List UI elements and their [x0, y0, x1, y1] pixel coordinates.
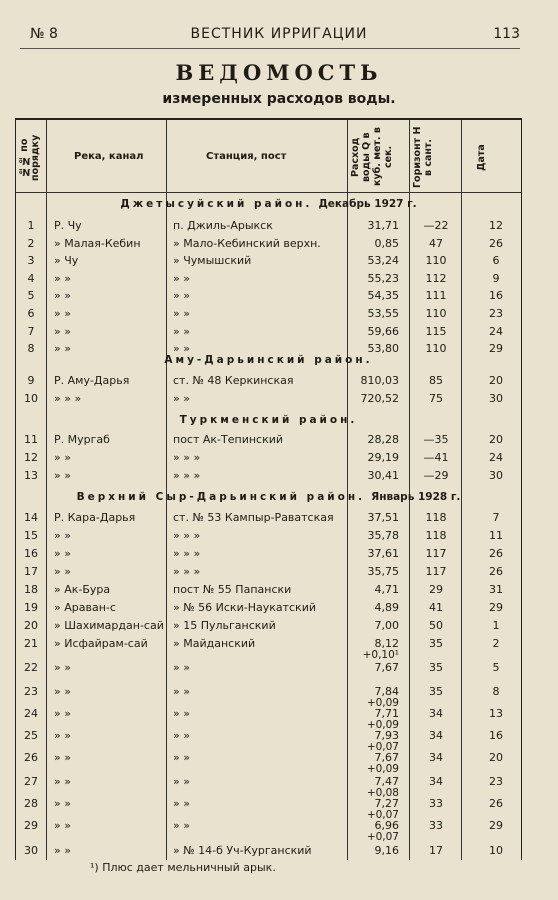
- table-row: [16, 287, 521, 305]
- station-post: » »: [173, 729, 190, 742]
- horizon-value: 110: [425, 342, 447, 355]
- table-row: [16, 617, 521, 635]
- table-row: [16, 527, 521, 545]
- section-name: Аму-Дарьинский район.: [164, 354, 373, 366]
- station-post: » »: [173, 685, 190, 698]
- horizon-value: —41: [423, 451, 449, 464]
- flow-value: 54,35: [367, 289, 399, 302]
- horizon-value: 85: [429, 374, 443, 387]
- station-post: » » »: [173, 451, 201, 464]
- river-canal: » Ак-Бура: [54, 583, 111, 596]
- river-canal: » »: [54, 547, 71, 560]
- horizon-value: 112: [425, 272, 447, 285]
- station-post: » » »: [173, 565, 201, 578]
- date-value: 6: [492, 254, 500, 267]
- date-value: 29: [489, 601, 503, 614]
- issue-number: № 8: [30, 26, 58, 42]
- date-value: 30: [489, 392, 503, 405]
- table-row: [16, 467, 521, 485]
- flow-addition: +0,07: [366, 831, 399, 843]
- station-post: ст. № 48 Керкинская: [173, 374, 294, 387]
- flow-value: 6,96: [374, 819, 399, 832]
- river-canal: » »: [54, 707, 71, 720]
- row-number: 10: [24, 392, 38, 405]
- station-post: » »: [173, 775, 190, 788]
- row-number: 24: [24, 707, 38, 720]
- date-value: 8: [492, 685, 500, 698]
- date-value: 31: [489, 583, 503, 596]
- flow-addition: +0,10¹: [362, 649, 399, 661]
- river-canal: » »: [54, 797, 71, 810]
- row-number: 4: [27, 272, 35, 285]
- river-canal: » »: [54, 819, 71, 832]
- flow-addition: +0,07: [366, 741, 399, 753]
- table-row: [16, 509, 521, 527]
- flow-value: 35,75: [367, 565, 399, 578]
- date-value: 9: [492, 272, 500, 285]
- station-post: пост Ак-Тепинский: [173, 433, 284, 446]
- date-value: 16: [489, 289, 503, 302]
- river-canal: Р. Чу: [54, 219, 82, 232]
- flow-value: 35,78: [367, 529, 399, 542]
- horizon-value: 110: [425, 307, 447, 320]
- station-post: » »: [173, 272, 190, 285]
- col-header-num: №№ по порядку: [19, 134, 41, 182]
- horizon-value: 35: [429, 685, 443, 698]
- river-canal: » Малая-Кебин: [54, 237, 141, 250]
- section-period: Декабрь 1927 г.: [318, 198, 417, 210]
- row-number: 2: [27, 237, 35, 250]
- horizon-value: 110: [425, 254, 447, 267]
- flow-value: 53,80: [367, 342, 399, 355]
- date-value: 23: [489, 775, 503, 788]
- date-value: 23: [489, 307, 503, 320]
- station-post: пост № 55 Папански: [173, 583, 292, 596]
- section-heading: [16, 198, 521, 210]
- flow-table: [15, 118, 522, 860]
- flow-value: 720,52: [360, 392, 399, 405]
- row-number: 25: [24, 729, 38, 742]
- river-canal: » » »: [54, 392, 82, 405]
- river-canal: » »: [54, 729, 71, 742]
- row-number: 18: [24, 583, 38, 596]
- table-row: [16, 252, 521, 270]
- date-value: 29: [489, 342, 503, 355]
- flow-value: 7,84: [374, 685, 399, 698]
- row-number: 29: [24, 819, 38, 832]
- horizon-value: 35: [429, 637, 443, 650]
- flow-value: 7,00: [374, 619, 399, 632]
- date-value: 2: [492, 637, 500, 650]
- row-number: 20: [24, 619, 38, 632]
- river-canal: » »: [54, 325, 71, 338]
- station-post: » »: [173, 325, 190, 338]
- river-canal: » »: [54, 272, 71, 285]
- horizon-value: 75: [429, 392, 443, 405]
- horizon-value: 34: [429, 775, 443, 788]
- station-post: » » »: [173, 547, 201, 560]
- flow-value: 29,19: [367, 451, 399, 464]
- row-number: 19: [24, 601, 38, 614]
- flow-value: 37,51: [367, 511, 399, 524]
- date-value: 26: [489, 237, 503, 250]
- date-value: 24: [489, 325, 503, 338]
- table-row: [16, 842, 521, 860]
- journal-title: ВЕСТНИК ИРРИГАЦИИ: [190, 26, 368, 42]
- station-post: » »: [173, 707, 190, 720]
- horizon-value: 33: [429, 797, 443, 810]
- station-post: » »: [173, 751, 190, 764]
- horizon-value: 50: [429, 619, 443, 632]
- row-number: 12: [24, 451, 38, 464]
- station-post: » » »: [173, 469, 201, 482]
- river-canal: » »: [54, 661, 71, 674]
- station-post: п. Джиль-Арыкск: [173, 219, 273, 232]
- river-canal: » Шахимардан-сай: [54, 619, 164, 632]
- table-row: [16, 795, 521, 821]
- flow-value: 59,66: [367, 325, 399, 338]
- river-canal: Р. Аму-Дарья: [54, 374, 130, 387]
- date-value: 20: [489, 433, 503, 446]
- date-value: 20: [489, 751, 503, 764]
- river-canal: » »: [54, 289, 71, 302]
- station-post: » № 14-б Уч-Курганский: [173, 844, 312, 857]
- row-number: 3: [27, 254, 35, 267]
- table-row: [16, 545, 521, 563]
- station-post: » »: [173, 661, 190, 674]
- date-value: 5: [492, 661, 500, 674]
- flow-value: 7,67: [374, 661, 399, 674]
- row-number: 17: [24, 565, 38, 578]
- table-row: [16, 705, 521, 731]
- table-row: [16, 749, 521, 775]
- page-number: 113: [493, 26, 520, 42]
- flow-value: 4,89: [374, 601, 399, 614]
- horizon-value: 118: [425, 511, 447, 524]
- table-row: [16, 683, 521, 709]
- row-number: 27: [24, 775, 38, 788]
- row-number: 13: [24, 469, 38, 482]
- header-divider: [16, 192, 521, 193]
- flow-addition: +0,07: [366, 809, 399, 821]
- river-canal: » »: [54, 844, 71, 857]
- date-value: 24: [489, 451, 503, 464]
- river-canal: » Араван-с: [54, 601, 116, 614]
- flow-addition: +0,08: [366, 787, 399, 799]
- flow-addition: +0,09: [366, 697, 399, 709]
- station-post: » » »: [173, 529, 201, 542]
- document-subtitle: измеренных расходов воды.: [162, 91, 396, 107]
- date-value: 20: [489, 374, 503, 387]
- row-number: 26: [24, 751, 38, 764]
- table-row: [16, 305, 521, 323]
- section-name: Туркменский район.: [179, 414, 358, 426]
- section-heading: [16, 491, 521, 503]
- row-number: 28: [24, 797, 38, 810]
- table-row: [16, 563, 521, 581]
- date-value: 12: [489, 219, 503, 232]
- flow-value: 31,71: [367, 219, 399, 232]
- table-row: [16, 323, 521, 341]
- horizon-value: 117: [425, 547, 447, 560]
- date-value: 7: [492, 511, 500, 524]
- river-canal: » »: [54, 775, 71, 788]
- table-row: [16, 659, 521, 677]
- table-row: [16, 372, 521, 390]
- flow-value: 9,16: [374, 844, 399, 857]
- horizon-value: 17: [429, 844, 443, 857]
- river-canal: » »: [54, 451, 71, 464]
- table-row: [16, 217, 521, 235]
- river-canal: » »: [54, 685, 71, 698]
- table-row: [16, 390, 521, 408]
- row-number: 8: [27, 342, 35, 355]
- date-value: 26: [489, 547, 503, 560]
- horizon-value: 111: [425, 289, 447, 302]
- row-number: 23: [24, 685, 38, 698]
- station-post: » »: [173, 342, 190, 355]
- section-heading: [16, 414, 521, 426]
- horizon-value: 47: [429, 237, 443, 250]
- flow-value: 7,27: [374, 797, 399, 810]
- date-value: 1: [492, 619, 500, 632]
- table-row: [16, 270, 521, 288]
- station-post: » »: [173, 797, 190, 810]
- table-row: [16, 581, 521, 599]
- station-post: ст. № 53 Кампыр-Раватская: [173, 511, 334, 524]
- horizon-value: 118: [425, 529, 447, 542]
- station-post: » »: [173, 392, 190, 405]
- river-canal: » »: [54, 529, 71, 542]
- river-canal: Р. Мургаб: [54, 433, 110, 446]
- table-row: [16, 449, 521, 467]
- row-number: 21: [24, 637, 38, 650]
- date-value: 16: [489, 729, 503, 742]
- section-name: Верхний Сыр-Дарьинский район.: [76, 491, 366, 503]
- row-number: 1: [27, 219, 35, 232]
- col-header-river: Река, канал: [74, 151, 144, 162]
- river-canal: » »: [54, 342, 71, 355]
- table-row: [16, 727, 521, 753]
- station-post: » 15 Пульганский: [173, 619, 276, 632]
- col-header-date: Дата: [476, 144, 487, 172]
- station-post: » Майданский: [173, 637, 256, 650]
- date-value: 29: [489, 819, 503, 832]
- row-number: 30: [24, 844, 38, 857]
- footnote: ¹) Плюс дает мельничный арык.: [90, 861, 276, 874]
- horizon-value: 35: [429, 661, 443, 674]
- date-value: 26: [489, 565, 503, 578]
- station-post: » № 56 Иски-Наукатский: [173, 601, 316, 614]
- row-number: 14: [24, 511, 38, 524]
- row-number: 15: [24, 529, 38, 542]
- flow-value: 7,67: [374, 751, 399, 764]
- row-number: 7: [27, 325, 35, 338]
- table-row: [16, 340, 521, 358]
- station-post: » Мало-Кебинский верхн.: [173, 237, 321, 250]
- river-canal: » »: [54, 307, 71, 320]
- river-canal: » Чу: [54, 254, 79, 267]
- flow-value: 30,41: [367, 469, 399, 482]
- horizon-value: —35: [423, 433, 449, 446]
- date-value: 10: [489, 844, 503, 857]
- river-canal: » »: [54, 751, 71, 764]
- flow-value: 53,24: [367, 254, 399, 267]
- flow-addition: +0,09: [366, 719, 399, 731]
- flow-value: 0,85: [374, 237, 399, 250]
- table-row: [16, 773, 521, 799]
- horizon-value: 34: [429, 707, 443, 720]
- station-post: » »: [173, 307, 190, 320]
- horizon-value: 29: [429, 583, 443, 596]
- row-number: 16: [24, 547, 38, 560]
- flow-value: 4,71: [374, 583, 399, 596]
- date-value: 30: [489, 469, 503, 482]
- table-row: [16, 235, 521, 253]
- flow-value: 810,03: [360, 374, 399, 387]
- station-post: » »: [173, 819, 190, 832]
- flow-value: 7,93: [374, 729, 399, 742]
- col-header-horizon: Горизонт Н в сант.: [412, 126, 434, 188]
- row-number: 22: [24, 661, 38, 674]
- station-post: » »: [173, 289, 190, 302]
- table-row: [16, 431, 521, 449]
- date-value: 26: [489, 797, 503, 810]
- river-canal: » »: [54, 565, 71, 578]
- row-number: 9: [27, 374, 35, 387]
- row-number: 6: [27, 307, 35, 320]
- table-row: [16, 817, 521, 843]
- table-row: [16, 599, 521, 617]
- flow-value: 37,61: [367, 547, 399, 560]
- page-header: [0, 26, 558, 48]
- horizon-value: 33: [429, 819, 443, 832]
- document-title: ВЕДОМОСТЬ: [175, 60, 383, 85]
- flow-value: 53,55: [367, 307, 399, 320]
- river-canal: Р. Кара-Дарья: [54, 511, 136, 524]
- horizon-value: 34: [429, 751, 443, 764]
- horizon-value: —22: [423, 219, 449, 232]
- flow-value: 28,28: [367, 433, 399, 446]
- section-period: Январь 1928 г.: [371, 491, 461, 503]
- flow-value: 7,71: [374, 707, 399, 720]
- table-row: [16, 635, 521, 661]
- horizon-value: 41: [429, 601, 443, 614]
- flow-value: 55,23: [367, 272, 399, 285]
- horizon-value: 115: [425, 325, 447, 338]
- horizon-value: 34: [429, 729, 443, 742]
- header-rule: [20, 48, 520, 49]
- station-post: » Чумышский: [173, 254, 252, 267]
- section-name: Джетысуйский район.: [120, 198, 313, 210]
- row-number: 5: [27, 289, 35, 302]
- river-canal: » »: [54, 469, 71, 482]
- col-header-flow: Расход воды Q в куб. мет. в сек.: [350, 127, 394, 187]
- horizon-value: 117: [425, 565, 447, 578]
- horizon-value: —29: [423, 469, 449, 482]
- flow-addition: +0,09: [366, 763, 399, 775]
- flow-value: 7,47: [374, 775, 399, 788]
- row-number: 11: [24, 433, 38, 446]
- river-canal: » Исфайрам-сай: [54, 637, 148, 650]
- date-value: 11: [489, 529, 503, 542]
- date-value: 13: [489, 707, 503, 720]
- flow-value: 8,12: [374, 637, 399, 650]
- col-header-station: Станция, пост: [206, 151, 287, 162]
